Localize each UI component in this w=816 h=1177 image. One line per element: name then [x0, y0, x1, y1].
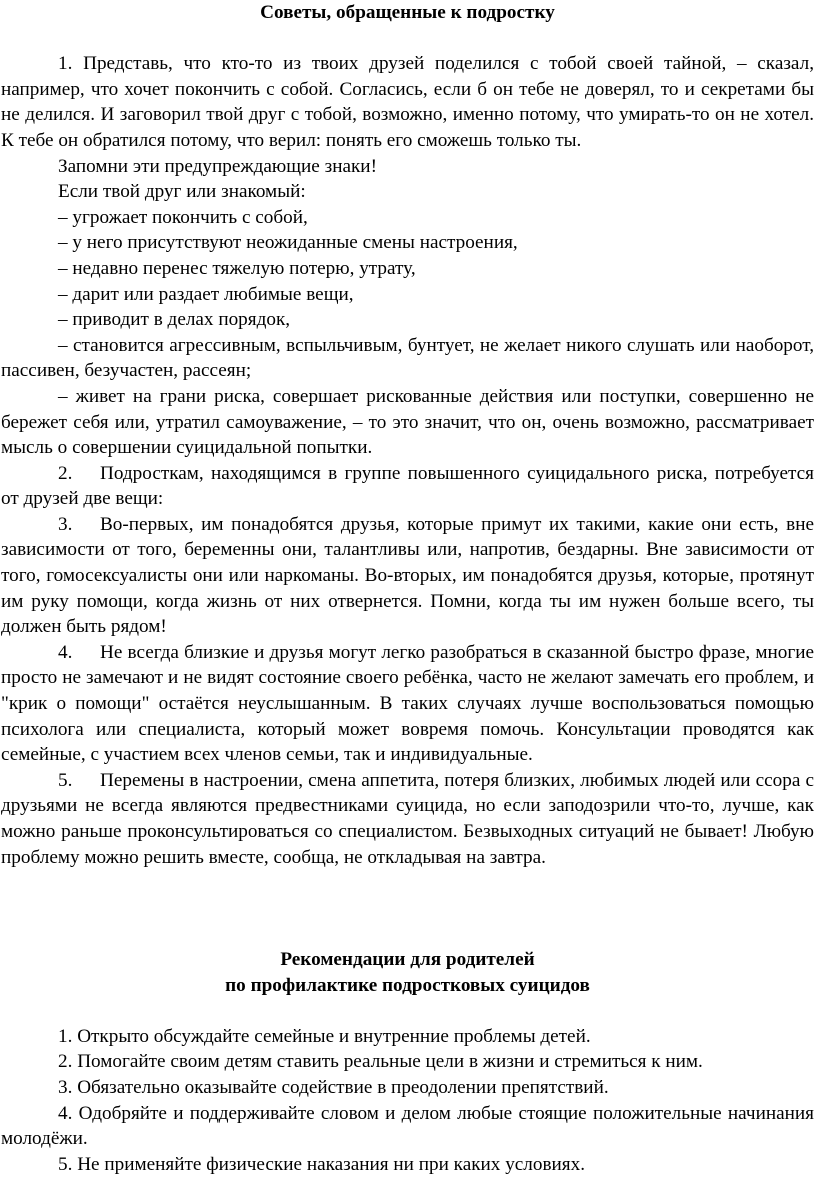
- sign-item: – становится агрессивным, вспыльчивым, бунтует, не желает никого слушать или наоборот, пассивен, безучастен, рассеян;: [1, 334, 814, 382]
- spacer: [1, 998, 814, 1024]
- recommendation-item: 3. Обязательно оказывайте содействие в преодолении препятствий.: [58, 1076, 609, 1098]
- item-number: 3.: [58, 513, 73, 535]
- item-text: Не всегда близкие и друзья могут легко разобраться в сказанной быстро фразе, многие просто не замечают и не видят состояние своего ребёнка, часто не желают замечать его проблем, и "крик о помощи" остаётся неуслышанным. В таких случаях лучше воспользоваться помощью психолога или специалиста, который может вовремя помочь. Консультации проводятся как семейные, с участием всех членов семьи, так и индивидуальные.: [1, 641, 814, 766]
- warning-intro: Если твой друг или знакомый:: [58, 181, 306, 203]
- sign-item: – приводит в делах порядок,: [58, 309, 291, 331]
- numbered-item-2: [1, 461, 814, 512]
- item-number: 5.: [58, 769, 73, 791]
- numbered-item-3: [1, 512, 814, 640]
- section-title-advice: Советы, обращенные к подростку: [260, 2, 555, 23]
- recommendation-item: 2. Помогайте своим детям ставить реальные цели в жизни и стремиться к ним.: [58, 1051, 703, 1073]
- warning-title: Запомни эти предупреждающие знаки!: [58, 155, 377, 177]
- recommendation-item: 5. Не применяйте физические наказания ни при каких условиях.: [58, 1153, 586, 1175]
- spacer: [1, 870, 814, 947]
- item-text: Перемены в настроении, смена аппетита, потеря близких, любимых людей или ссора с друзьями не всегда являются предвестниками суицида, но если заподозрили что-то, лучше, как можно раньше проконсультироваться со специалистом. Безвыходных ситуаций не бывает! Любую проблему можно решить вместе, сообща, не откладывая на завтра.: [1, 769, 814, 868]
- item-number: 4.: [58, 641, 73, 663]
- recommendation-item: 1. Открыто обсуждайте семейные и внутренние проблемы детей.: [58, 1025, 591, 1047]
- sign-item: – дарит или раздает любимые вещи,: [58, 283, 354, 305]
- item-text: Во-первых, им понадобятся друзья, которые примут их такими, какие они есть, вне зависимости от того, беременны они, талантливы или, напротив, бездарны. Вне зависимости от того, гомосексуалисты они или наркоманы. Во-вторых, им понадобятся друзья, которые, протянут им руку помощи, когда жизнь от них отвернется. Помни, когда ты им нужен больше всего, ты должен быть рядом!: [1, 513, 814, 638]
- item-number: 2.: [58, 462, 73, 484]
- numbered-item-5: [1, 768, 814, 870]
- sign-item: – недавно перенес тяжелую потерю, утрату,: [58, 257, 416, 279]
- section-title-parents: Рекомендации для родителей: [280, 948, 535, 970]
- recommendation-item: 4. Одобряйте и поддерживайте словом и делом любые стоящие положительные начинания молодёжи.: [1, 1102, 814, 1150]
- paragraph-1: 1. Представь, что кто-то из твоих друзей поделился с тобой своей тайной, – сказал, например, что хочет покончить с собой. Согласись, если б он тебе не доверял, то и секретами бы не делился. И заговорил твой друг с тобой, возможно, именно потому, что умирать-то он не хотел. К тебе он обратился потому, что верил: понять его сможешь только ты.: [1, 53, 814, 151]
- sign-item: – у него присутствуют неожиданные смены настроения,: [58, 232, 518, 254]
- sign-item: – угрожает покончить с собой,: [58, 206, 308, 228]
- item-text: Подросткам, находящимся в группе повышенного суицидального риска, потребуется от друзей две вещи:: [1, 462, 814, 510]
- sign-item: – живет на грани риска, совершает рискованные действия или поступки, совершенно не бережет себя или, утратил самоуважение, – то это значит, что он, очень возможно, рассматривает мысль о совершении суицидальной попытки.: [1, 385, 814, 459]
- section-subtitle-parents: по профилактике подростковых суицидов: [225, 974, 590, 996]
- spacer: [1, 26, 814, 52]
- numbered-item-4: [1, 640, 814, 768]
